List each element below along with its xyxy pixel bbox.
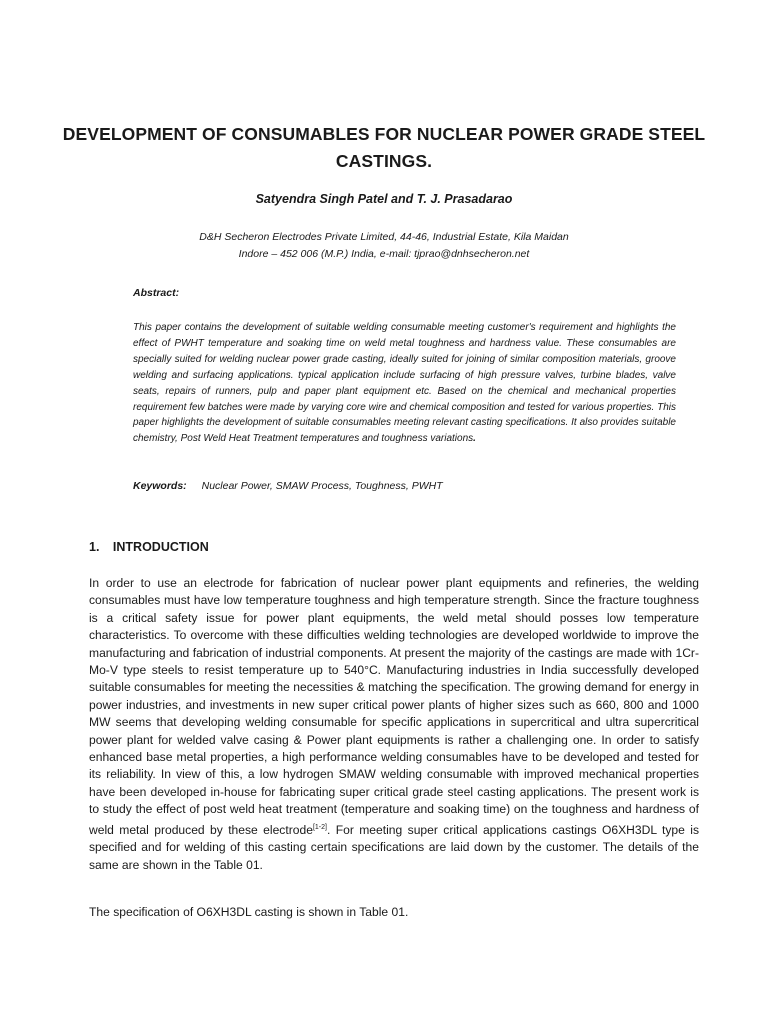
introduction-paragraph [89,575,699,874]
title-line-1: DEVELOPMENT OF CONSUMABLES FOR NUCLEAR POWER GRADE STEEL [62,124,706,144]
abstract-label: Abstract: [133,287,180,299]
citation-ref: [1-2] [312,823,327,831]
keywords-label: Keywords: [133,480,187,492]
section-number: 1. [89,540,100,554]
keywords-value: Nuclear Power, SMAW Process, Toughness, PWHT [201,480,443,492]
introduction-text-1: In order to use an electrode for fabrication of nuclear power plant equipments and refineries, the welding consumables must have low temperature toughness and high temperature strength. Since the fracture toughness is a critical safety issue for power plant equipments, the weld metal should posses low temperature characteristics. To overcome with these difficulties welding technologies are developed worldwide to improve the manufacturing and fabrication of industrial components. At present the majority of the castings are made with 1Cr-Mo-V type steels to resist temperature up to 540°C. Manufacturing industries in India successfully developed suitable consumables for meeting the necessities & matching the specification. The growing demand for energy in power industries, and investments in new super critical power plants of higher sizes such as 660, 800 and 1000 MW seems that developing welding consumable for specific applications in supercritical and ultra supercritical power plant for welded valve casing & Power plant equipments is rather a challenging one. In order to satisfy enhanced base metal properties, a high performance welding consumables have to be developed and tested for its reliability. In view of this, a low hydrogen SMAW welding consumable with improved mechanical properties have been developed in-house for fabricating super critical grade steel casting applications. The present work is to study the effect of post weld heat treatment (temperature and soaking time) on the toughness and hardness of weld metal produced by these electrode [89,576,699,837]
title-line-2: CASTINGS. [335,151,433,171]
paper-title [60,121,708,175]
authors: Satyendra Singh Patel and T. J. Prasadarao [255,192,513,206]
introduction-text-2: . For meeting super critical applications castings O6XH3DL type is specified and for welding of this casting certain specifications are laid down by the customer. The details of the same are shown in the Table 01. [89,822,699,872]
section-heading-introduction [89,540,209,554]
affiliation-line-1: D&H Secheron Electrodes Private Limited, 44-46, Industrial Estate, Kila Maidan [199,231,569,243]
section-title: INTRODUCTION [112,540,209,554]
affiliation-line-2: Indore – 452 006 (M.P.) India, e-mail: tjprao@dnhsecheron.net [238,248,530,260]
affiliation [60,229,708,263]
abstract-body: This paper contains the development of suitable welding consumable meeting customer's requirement and highlights the effect of PWHT temperature and soaking time on weld metal toughness and hardness value. These consumables are specially suited for welding nuclear power grade casting, ideally suited for joining of similar composition materials, groove welding and surfacing applications. typical application include surfacing of high pressure valves, turbine blades, valve seats, repairs of runners, pulp and paper plant equipment etc. Based on the chemical and mechanical properties requirement few batches were made by varying core wire and chemical composition and tested for various properties. This paper highlights the development of suitable consumables meeting relevant casting specifications. It also provides suitable chemistry, Post Weld Heat Treatment temperatures and toughness variations [133,322,676,445]
specification-line: The specification of O6XH3DL casting is shown in Table 01. [89,905,409,919]
abstract-text [133,320,676,447]
abstract-end: . [473,433,476,445]
keywords [133,480,443,492]
